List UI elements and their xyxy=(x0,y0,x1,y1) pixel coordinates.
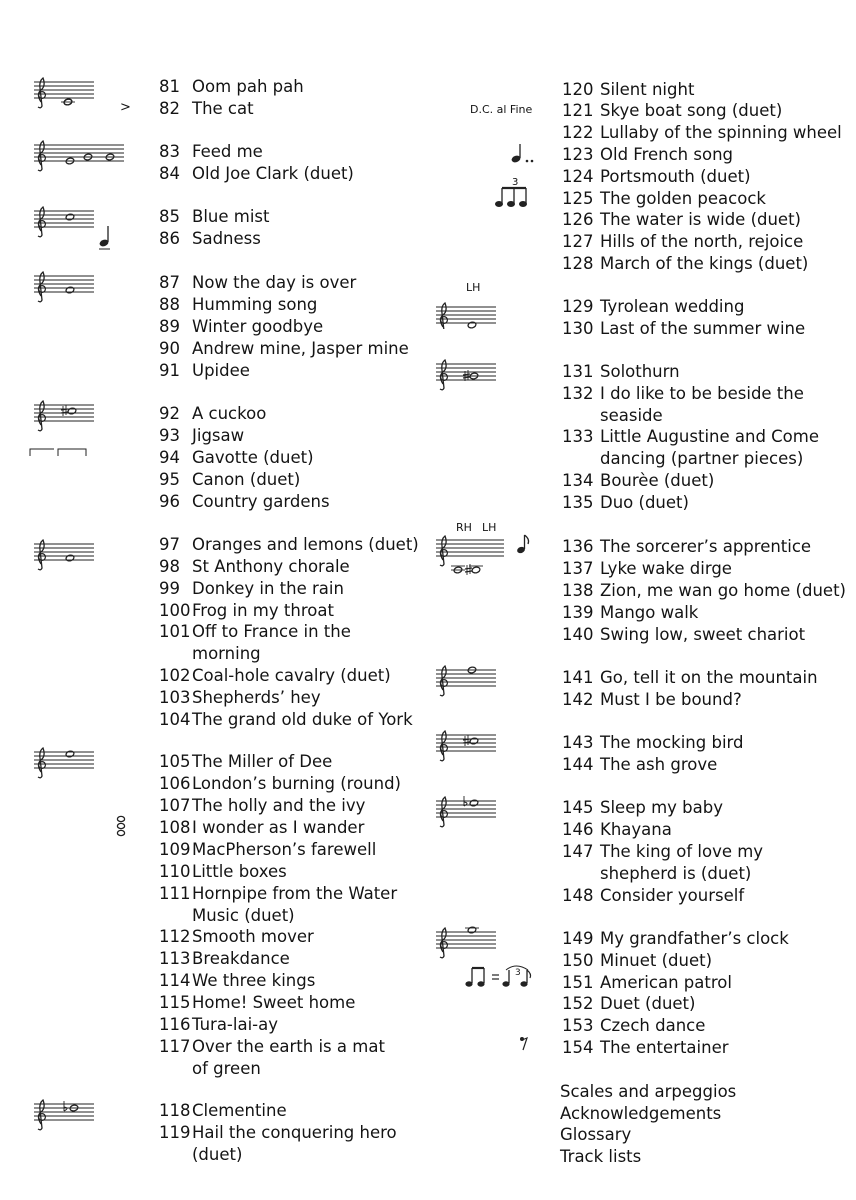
staff-note-f-sharp-icon xyxy=(34,397,96,433)
entry-number: 95 xyxy=(159,470,180,489)
entry-number: 132 xyxy=(562,384,594,403)
entry-title: Off to France in the xyxy=(192,622,351,641)
entry-title: The water is wide (duet) xyxy=(600,210,801,229)
entry-title: Oom pah pah xyxy=(192,77,304,96)
entry-number: 81 xyxy=(159,77,180,96)
entry-number: 88 xyxy=(159,295,180,314)
contents-entry xyxy=(159,926,314,948)
contents-entry xyxy=(562,383,804,405)
contents-entry xyxy=(159,447,314,469)
entry-title: Feed me xyxy=(192,142,263,161)
entry-title: Little boxes xyxy=(192,862,287,881)
entry-title: Humming song xyxy=(192,295,318,314)
entry-title: The holly and the ivy xyxy=(192,796,366,815)
staff-note-f-icon xyxy=(34,268,96,304)
contents-entry xyxy=(159,992,356,1014)
entry-title: Old Joe Clark (duet) xyxy=(192,164,354,183)
entry-title: Last of the summer wine xyxy=(600,319,806,338)
contents-entry xyxy=(562,361,680,383)
entry-number: 87 xyxy=(159,273,180,292)
entry-number: 125 xyxy=(562,189,594,208)
contents-entry xyxy=(562,188,766,210)
entry-title: London’s burning (round) xyxy=(192,774,401,793)
dotted-crotchet-icon xyxy=(510,143,538,165)
entry-number: 124 xyxy=(562,167,594,186)
lh-label: LH xyxy=(466,281,481,294)
entry-title: Consider yourself xyxy=(600,886,745,905)
accent-mark: > xyxy=(120,100,131,115)
entry-number: 128 xyxy=(562,254,594,273)
entry-number: 127 xyxy=(562,232,594,251)
entry-number: 122 xyxy=(562,123,594,142)
entry-number: 107 xyxy=(159,796,191,815)
contents-entry xyxy=(159,491,330,513)
contents-entry xyxy=(562,231,804,253)
entry-number: 147 xyxy=(562,842,594,861)
rh-label: RH xyxy=(456,521,472,534)
entry-title: Canon (duet) xyxy=(192,470,301,489)
entry-title: A cuckoo xyxy=(192,404,267,423)
entry-title: Old French song xyxy=(600,145,734,164)
contents-entry xyxy=(159,600,334,622)
entry-number: 92 xyxy=(159,404,180,423)
entry-title: Donkey in the rain xyxy=(192,579,344,598)
contents-entry xyxy=(159,687,321,709)
entry-title: Must I be bound? xyxy=(600,690,742,709)
entry-number: 110 xyxy=(159,862,191,881)
entry-number: 118 xyxy=(159,1101,191,1120)
contents-entry xyxy=(562,470,715,492)
entry-title: Breakdance xyxy=(192,949,290,968)
contents-entry xyxy=(159,469,301,491)
contents-entry xyxy=(562,492,689,514)
contents-entry xyxy=(159,861,287,883)
entry-title: The golden peacock xyxy=(600,189,766,208)
entry-title: Jigsaw xyxy=(192,426,245,445)
contents-entry xyxy=(562,318,806,340)
contents-entry xyxy=(159,751,333,773)
contents-entry xyxy=(562,841,764,863)
staff-note-g-sharp-icon xyxy=(436,727,498,763)
entry-number: 90 xyxy=(159,339,180,358)
entry-number: 123 xyxy=(562,145,594,164)
contents-entry xyxy=(562,100,783,122)
contents-entry xyxy=(159,403,267,425)
entry-title: The king of love my xyxy=(600,842,764,861)
entry-title: Tura-lai-ay xyxy=(192,1015,278,1034)
staff-note-b-a-g-icon xyxy=(34,137,126,173)
contents-entry xyxy=(562,253,809,275)
entry-number: 106 xyxy=(159,774,191,793)
entry-title: Lullaby of the spinning wheel xyxy=(600,123,842,142)
entry-number: 114 xyxy=(159,971,191,990)
contents-entry xyxy=(159,1100,287,1122)
entry-title: I do like to be beside the xyxy=(600,384,804,403)
staff-note-a-icon xyxy=(34,203,96,239)
contents-entry xyxy=(159,621,351,643)
triplet-number: 3 xyxy=(512,177,519,188)
entry-title: Portsmouth (duet) xyxy=(600,167,751,186)
contents-entry xyxy=(562,558,732,580)
quaver-rest-icon xyxy=(519,1036,529,1052)
contents-entry xyxy=(562,426,820,448)
contents-entry xyxy=(562,993,696,1015)
staff-note-high-d-icon xyxy=(436,924,498,960)
entry-title: Mango walk xyxy=(600,603,699,622)
entry-title: Andrew mine, Jasper mine xyxy=(192,339,409,358)
contents-entry xyxy=(562,296,745,318)
staff-note-c-sharp-icon xyxy=(436,356,498,392)
entry-number: 119 xyxy=(159,1123,191,1142)
entry-number: 82 xyxy=(159,99,180,118)
entry-number: 145 xyxy=(562,798,594,817)
contents-entry xyxy=(159,839,377,861)
entry-title: Blue mist xyxy=(192,207,270,226)
entry-title: Khayana xyxy=(600,820,672,839)
entry-title: Czech dance xyxy=(600,1016,706,1035)
contents-extra-item: Scales and arpeggios xyxy=(560,1082,737,1101)
entry-number: 108 xyxy=(159,818,191,837)
entry-number: 146 xyxy=(562,820,594,839)
entry-title-continuation: dancing (partner pieces) xyxy=(600,449,804,468)
entry-number: 138 xyxy=(562,581,594,600)
entry-number: 144 xyxy=(562,755,594,774)
contents-entry xyxy=(159,206,270,228)
contents-extra-item: Acknowledgements xyxy=(560,1104,722,1123)
entry-title: I wonder as I wander xyxy=(192,818,365,837)
entry-title: Swing low, sweet chariot xyxy=(600,625,806,644)
entry-number: 101 xyxy=(159,622,191,641)
entry-number: 102 xyxy=(159,666,191,685)
triplet-quavers-icon xyxy=(495,186,529,208)
entry-title: Gavotte (duet) xyxy=(192,448,314,467)
entry-number: 98 xyxy=(159,557,180,576)
entry-title: Home! Sweet home xyxy=(192,993,356,1012)
contents-entry xyxy=(562,819,672,841)
entry-number: 134 xyxy=(562,471,594,490)
entry-title: Solothurn xyxy=(600,362,680,381)
entry-title: March of the kings (duet) xyxy=(600,254,809,273)
entry-number: 83 xyxy=(159,142,180,161)
entry-number: 97 xyxy=(159,535,180,554)
contents-entry xyxy=(159,360,250,382)
entry-title: Lyke wake dirge xyxy=(600,559,732,578)
contents-entry xyxy=(159,272,357,294)
entry-number: 100 xyxy=(159,601,191,620)
lh-label-2: LH xyxy=(482,521,497,534)
contents-entry xyxy=(562,928,789,950)
entry-title: Go, tell it on the mountain xyxy=(600,668,818,687)
entry-title: Tyrolean wedding xyxy=(600,297,745,316)
entry-number: 105 xyxy=(159,752,191,771)
entry-title: Little Augustine and Come xyxy=(600,427,820,446)
contents-entry xyxy=(562,1037,729,1059)
entry-title: Coal-hole cavalry (duet) xyxy=(192,666,391,685)
contents-entry xyxy=(159,76,304,98)
contents-entry xyxy=(562,754,718,776)
entry-number: 141 xyxy=(562,668,594,687)
entry-title: My grandfather’s clock xyxy=(600,929,789,948)
contents-entry xyxy=(159,1122,397,1144)
entry-number: 94 xyxy=(159,448,180,467)
entry-title: Shepherds’ hey xyxy=(192,688,321,707)
contents-entry xyxy=(159,316,324,338)
entry-number: 151 xyxy=(562,973,594,992)
entry-title-continuation: seaside xyxy=(600,406,663,425)
entry-number: 131 xyxy=(562,362,594,381)
staff-note-low-e-icon xyxy=(34,536,96,572)
half-note-icon xyxy=(98,224,112,250)
staff-note-high-g-icon xyxy=(436,662,498,698)
contents-entry xyxy=(562,536,812,558)
contents-entry xyxy=(562,580,846,602)
contents-entry xyxy=(159,709,413,731)
contents-entry xyxy=(159,948,290,970)
contents-entry xyxy=(159,163,354,185)
quaver-icon xyxy=(516,533,532,555)
entry-title: MacPherson’s farewell xyxy=(192,840,377,859)
contents-entry xyxy=(159,294,318,316)
contents-entry xyxy=(562,144,734,166)
contents-entry xyxy=(159,338,409,360)
contents-entry xyxy=(562,122,842,144)
entry-number: 84 xyxy=(159,164,180,183)
dc-al-fine-label: D.C. al Fine xyxy=(470,103,533,116)
entry-title: St Anthony chorale xyxy=(192,557,350,576)
contents-entry xyxy=(562,797,723,819)
entry-number: 93 xyxy=(159,426,180,445)
entry-title: The Miller of Dee xyxy=(192,752,333,771)
entry-title: Oranges and lemons (duet) xyxy=(192,535,419,554)
entry-title-continuation: shepherd is (duet) xyxy=(600,864,752,883)
entry-title: Clementine xyxy=(192,1101,287,1120)
entry-title: Bourèe (duet) xyxy=(600,471,715,490)
contents-entry xyxy=(159,141,263,163)
contents-entry xyxy=(562,972,732,994)
entry-number: 133 xyxy=(562,427,594,446)
contents-entry xyxy=(159,665,391,687)
contents-extra-item: Track lists xyxy=(560,1147,642,1166)
contents-entry xyxy=(562,667,818,689)
entry-title: The grand old duke of York xyxy=(192,710,413,729)
entry-title: The mocking bird xyxy=(600,733,744,752)
staff-note-high-c-icon xyxy=(34,744,96,780)
contents-entry xyxy=(159,1036,385,1058)
staff-lh-note-icon xyxy=(436,293,498,329)
entry-title: Silent night xyxy=(600,80,695,99)
entry-title: Winter goodbye xyxy=(192,317,324,336)
contents-entry xyxy=(159,795,366,817)
entry-number: 85 xyxy=(159,207,180,226)
contents-entry xyxy=(159,578,344,600)
entry-number: 86 xyxy=(159,229,180,248)
entry-title: Country gardens xyxy=(192,492,330,511)
stacked-chord-icon xyxy=(116,815,126,839)
contents-entry xyxy=(159,556,350,578)
entry-number: 126 xyxy=(562,210,594,229)
entry-number: 91 xyxy=(159,361,180,380)
entry-number: 89 xyxy=(159,317,180,336)
svg-text:3: 3 xyxy=(515,968,521,978)
entry-number: 117 xyxy=(159,1037,191,1056)
staff-note-b-flat-icon xyxy=(34,1096,96,1132)
volta-bracket-icon xyxy=(28,447,88,457)
entry-title: We three kings xyxy=(192,971,316,990)
contents-entry xyxy=(562,732,744,754)
swing-rhythm-icon xyxy=(462,962,534,990)
entry-number: 143 xyxy=(562,733,594,752)
entry-number: 116 xyxy=(159,1015,191,1034)
entry-number: 142 xyxy=(562,690,594,709)
entry-number: 121 xyxy=(562,101,594,120)
entry-number: 111 xyxy=(159,884,191,903)
entry-title: Upidee xyxy=(192,361,250,380)
contents-entry xyxy=(159,425,245,447)
contents-entry xyxy=(159,98,254,120)
entry-title: Skye boat song (duet) xyxy=(600,101,783,120)
entry-number: 96 xyxy=(159,492,180,511)
contents-entry xyxy=(159,1014,278,1036)
entry-number: 152 xyxy=(562,994,594,1013)
contents-extra-item: Glossary xyxy=(560,1125,632,1144)
entry-title: The entertainer xyxy=(600,1038,729,1057)
entry-number: 120 xyxy=(562,80,594,99)
contents-entry xyxy=(562,950,713,972)
entry-number: 148 xyxy=(562,886,594,905)
entry-title: The sorcerer’s apprentice xyxy=(600,537,812,556)
contents-entry xyxy=(562,624,806,646)
entry-title: Hail the conquering hero xyxy=(192,1123,397,1142)
entry-title-continuation: morning xyxy=(192,644,261,663)
entry-title: Sadness xyxy=(192,229,261,248)
entry-number: 112 xyxy=(159,927,191,946)
entry-number: 113 xyxy=(159,949,191,968)
contents-entry xyxy=(562,166,751,188)
entry-number: 139 xyxy=(562,603,594,622)
entry-number: 153 xyxy=(562,1016,594,1035)
entry-title: The ash grove xyxy=(600,755,718,774)
entry-title: Sleep my baby xyxy=(600,798,723,817)
staff-rh-lh-notes-icon xyxy=(436,532,506,578)
contents-entry xyxy=(159,817,365,839)
entry-title: Frog in my throat xyxy=(192,601,334,620)
entry-title: American patrol xyxy=(600,973,732,992)
contents-entry xyxy=(562,689,742,711)
entry-number: 149 xyxy=(562,929,594,948)
entry-title: Smooth mover xyxy=(192,927,314,946)
entry-title: Zion, me wan go home (duet) xyxy=(600,581,846,600)
entry-title: Duet (duet) xyxy=(600,994,696,1013)
entry-number: 140 xyxy=(562,625,594,644)
entry-title: Now the day is over xyxy=(192,273,357,292)
entry-number: 99 xyxy=(159,579,180,598)
staff-note-b-flat-high-icon xyxy=(436,793,498,829)
staff-note-c-and-low-g-icon xyxy=(34,74,96,110)
entry-number: 129 xyxy=(562,297,594,316)
entry-number: 136 xyxy=(562,537,594,556)
contents-entry xyxy=(562,209,801,231)
entry-number: 109 xyxy=(159,840,191,859)
contents-entry xyxy=(159,883,398,905)
entry-number: 115 xyxy=(159,993,191,1012)
entry-title: Over the earth is a mat xyxy=(192,1037,385,1056)
contents-entry xyxy=(159,534,419,556)
entry-title: Hornpipe from the Water xyxy=(192,884,398,903)
contents-entry xyxy=(562,885,745,907)
entry-title: The cat xyxy=(192,99,254,118)
contents-entry xyxy=(562,602,699,624)
entry-number: 130 xyxy=(562,319,594,338)
contents-entry xyxy=(562,79,695,101)
contents-entry xyxy=(159,773,401,795)
entry-title-continuation: (duet) xyxy=(192,1145,243,1164)
entry-number: 104 xyxy=(159,710,191,729)
contents-entry xyxy=(159,228,261,250)
entry-title-continuation: of green xyxy=(192,1059,261,1078)
entry-number: 135 xyxy=(562,493,594,512)
entry-number: 150 xyxy=(562,951,594,970)
entry-title: Hills of the north, rejoice xyxy=(600,232,804,251)
entry-number: 137 xyxy=(562,559,594,578)
entry-number: 154 xyxy=(562,1038,594,1057)
contents-entry xyxy=(159,970,316,992)
entry-title-continuation: Music (duet) xyxy=(192,906,295,925)
contents-entry xyxy=(562,1015,706,1037)
entry-title: Duo (duet) xyxy=(600,493,689,512)
entry-title: Minuet (duet) xyxy=(600,951,713,970)
entry-number: 103 xyxy=(159,688,191,707)
